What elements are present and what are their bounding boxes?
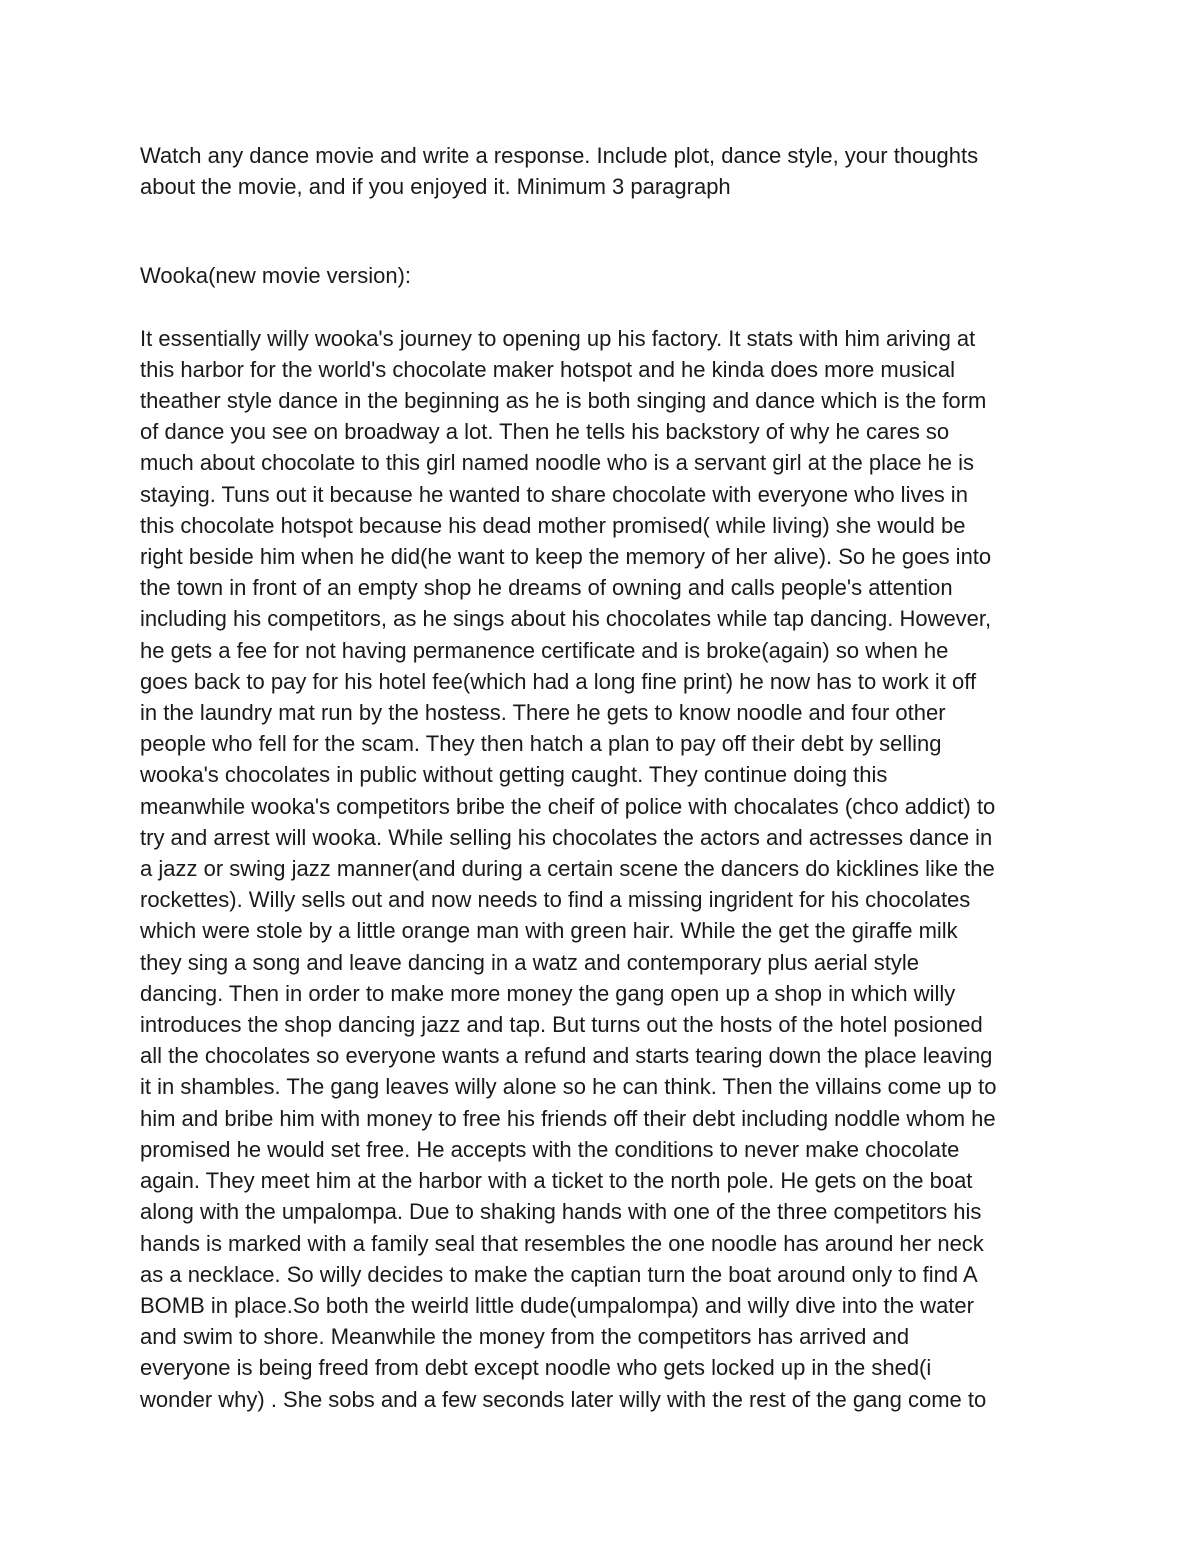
body-line: It essentially willy wooka's journey to opening up his factory. It stats with him ariving at	[140, 325, 976, 351]
body-line: and swim to shore. Meanwhile the money from the competitors has arrived and	[140, 1324, 910, 1350]
body-line: along with the umpalompa. Due to shaking hands with one of the three competitors his	[140, 1199, 982, 1225]
body-line: try and arrest will wooka. While selling his chocolates the actors and actresses dance in	[140, 824, 993, 850]
body-line: hands is marked with a family seal that resembles the one noodle has around her neck	[140, 1230, 984, 1256]
body-line: he gets a fee for not having permanence certificate and is broke(again) so when he	[140, 637, 949, 663]
body-line: again. They meet him at the harbor with a ticket to the north pole. He gets on the boat	[140, 1168, 973, 1194]
body-line: including his competitors, as he sings about his chocolates while tap dancing. However,	[140, 606, 992, 632]
body-line: promised he would set free. He accepts with the conditions to never make chocolate	[140, 1136, 960, 1162]
body-line: introduces the shop dancing jazz and tap. But turns out the hosts of the hotel posioned	[140, 1012, 983, 1038]
document-content	[140, 140, 1060, 1415]
body-line: much about chocolate to this girl named noodle who is a servant girl at the place he is	[140, 450, 975, 476]
body-line: this chocolate hotspot because his dead mother promised( while living) she would be	[140, 512, 966, 538]
movie-heading: Wooka(new movie version):	[140, 263, 412, 289]
body-line: theather style dance in the beginning as he is both singing and dance which is the form	[140, 388, 987, 414]
body-line: wooka's chocolates in public without getting caught. They continue doing this	[140, 762, 888, 788]
body-line: people who fell for the scam. They then hatch a plan to pay off their debt by selling	[140, 731, 942, 757]
body-line: they sing a song and leave dancing in a watz and contemporary plus aerial style	[140, 949, 920, 975]
assignment-prompt	[140, 140, 1060, 202]
body-line: rockettes). Willy sells out and now needs to find a missing ingrident for his chocolates	[140, 887, 971, 913]
body-line: staying. Tuns out it because he wanted to share chocolate with everyone who lives in	[140, 481, 968, 507]
body-line: the town in front of an empty shop he dreams of owning and calls people's attention	[140, 575, 953, 601]
body-line: a jazz or swing jazz manner(and during a certain scene the dancers do kicklines like the	[140, 856, 995, 882]
body-line: which were stole by a little orange man with green hair. While the get the giraffe milk	[140, 918, 958, 944]
body-line: as a necklace. So willy decides to make the captian turn the boat around only to find A	[140, 1261, 978, 1287]
prompt-line: Watch any dance movie and write a response. Include plot, dance style, your thoughts	[140, 143, 979, 168]
body-line: wonder why) . She sobs and a few seconds later willy with the rest of the gang come to	[140, 1386, 987, 1412]
body-line: goes back to pay for his hotel fee(which had a long fine print) he now has to work it off	[140, 668, 977, 694]
body-line: it in shambles. The gang leaves willy alone so he can think. Then the villains come up to	[140, 1074, 997, 1100]
body-line: him and bribe him with money to free his friends off their debt including noddle whom he	[140, 1105, 996, 1131]
body-line: of dance you see on broadway a lot. Then he tells his backstory of why he cares so	[140, 419, 950, 445]
prompt-line: about the movie, and if you enjoyed it. Minimum 3 paragraph	[140, 174, 731, 200]
body-line: all the chocolates so everyone wants a refund and starts tearing down the place leaving	[140, 1043, 993, 1069]
body-line: in the laundry mat run by the hostess. There he gets to know noodle and four other	[140, 700, 946, 726]
body-line: everyone is being freed from debt except noodle who gets locked up in the shed(i	[140, 1355, 932, 1381]
body-line: right beside him when he did(he want to keep the memory of her alive). So he goes into	[140, 544, 992, 570]
response-body	[140, 323, 1060, 1415]
body-line: BOMB in place.So both the weirld little dude(umpalompa) and willy dive into the water	[140, 1292, 974, 1318]
body-line: meanwhile wooka's competitors bribe the cheif of police with chocalates (chco addict) to	[140, 793, 996, 819]
body-line: dancing. Then in order to make more money the gang open up a shop in which willy	[140, 980, 956, 1006]
body-line: this harbor for the world's chocolate maker hotspot and he kinda does more musical	[140, 356, 955, 382]
